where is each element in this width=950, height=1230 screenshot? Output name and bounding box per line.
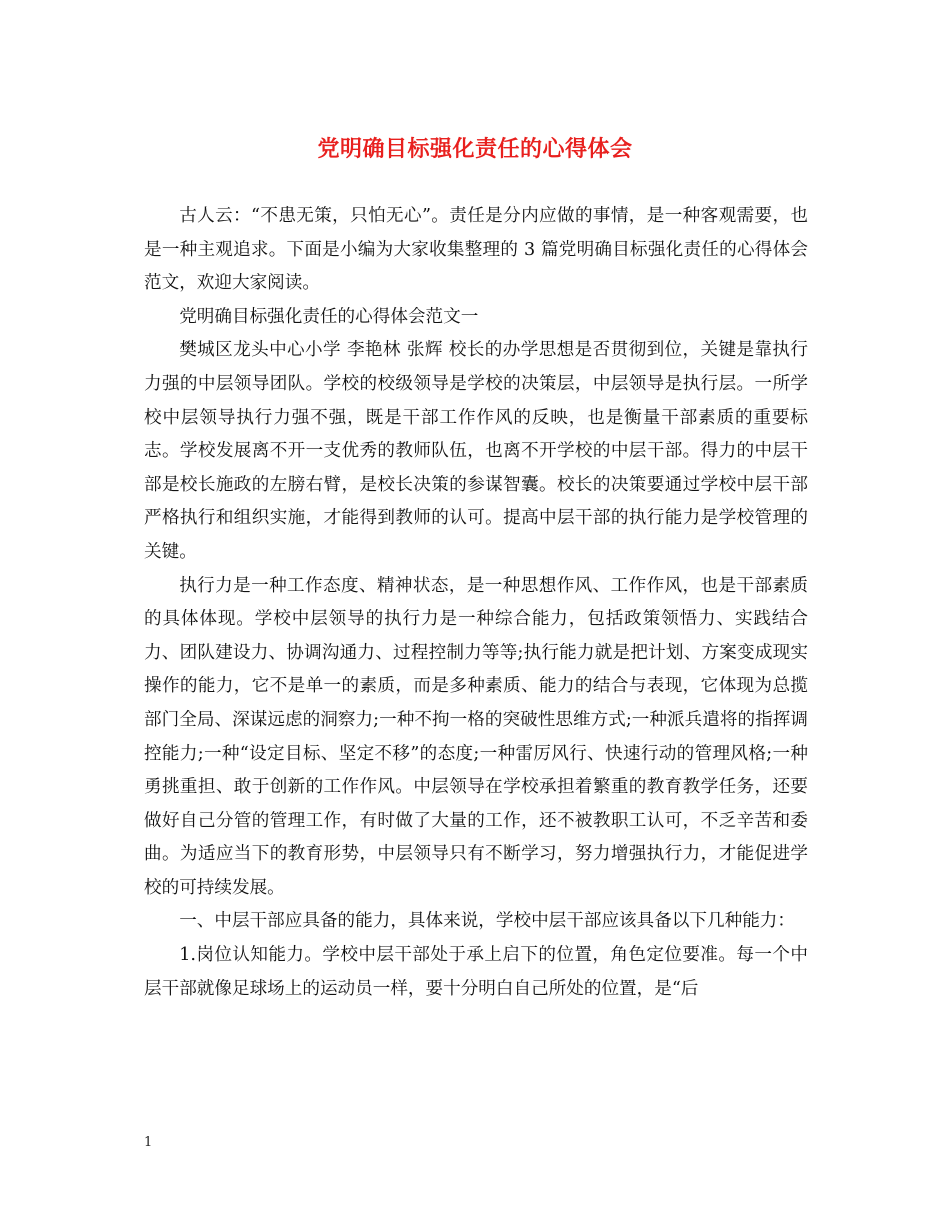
paragraph-list-heading: 一、中层干部应具备的能力，具体来说，学校中层干部应该具备以下几种能力： <box>179 911 795 932</box>
paragraph-intro: 古人云：“不患无策，只怕无心”。责任是分内应做的事情，是一种客观需要，也是一种主观追求。下面是小编为大家收集整理的 3 篇党明确目标强化责任的心得体会范文，欢迎大家阅读。 <box>144 206 808 294</box>
paragraph-body: 樊城区龙头中心小学 李艳林 张辉 校长的办学思想是否贯彻到位，关键是靠执行力强的中层领导团队。学校的校级领导是学校的决策层，中层领导是执行层。一所学校中层领导执行力强不强，既是干部工作作风的反映，也是衡量干部素质的重要标志。学校发展离不开一支优秀的教师队伍，也离不开学校的中层干部。得力的中层干部是校长施政的左膀右臂，是校长决策的参谋智囊。校长的决策要通过学校中层干部严格执行和组织实施，才能得到教师的认可。提高中层干部的执行能力是学校管理的关键。 <box>144 340 808 562</box>
paragraph-body: 执行力是一种工作态度、精神状态，是一种思想作风、工作作风，也是干部素质的具体体现。学校中层领导的执行力是一种综合能力，包括政策领悟力、实践结合力、团队建设力、协调沟通力、过程控制力等等;执行能力就是把计划、方案变成现实操作的能力，它不是单一的素质，而是多种素质、能力的结合与表现，它体现为总揽部门全局、深谋远虑的洞察力;一种不拘一格的突破性思维方式;一种派兵遣将的指挥调控能力;一种“设定目标、坚定不移”的态度;一种雷厉风行、快速行动的管理风格;一种勇挑重担、敢于创新的工作作风。中层领导在学校承担着繁重的教育教学任务，还要做好自己分管的管理工作，有时做了大量的工作，还不被教职工认可，不乏辛苦和委曲。为适应当下的教育形势，中层领导只有不断学习，努力增强执行力，才能促进学校的可持续发展。 <box>144 575 808 898</box>
paragraph-list-item: 1.岗位认知能力。学校中层干部处于承上启下的位置，角色定位要准。每一个中层干部就像足球场上的运动员一样，要十分明白自己所处的位置，是“后 <box>144 945 808 999</box>
page-number: 1 <box>144 1135 153 1150</box>
document-body <box>144 200 808 1006</box>
document-title: 党明确目标强化责任的心得体会 <box>317 136 633 162</box>
paragraph-section-heading: 党明确目标强化责任的心得体会范文一 <box>179 306 479 327</box>
